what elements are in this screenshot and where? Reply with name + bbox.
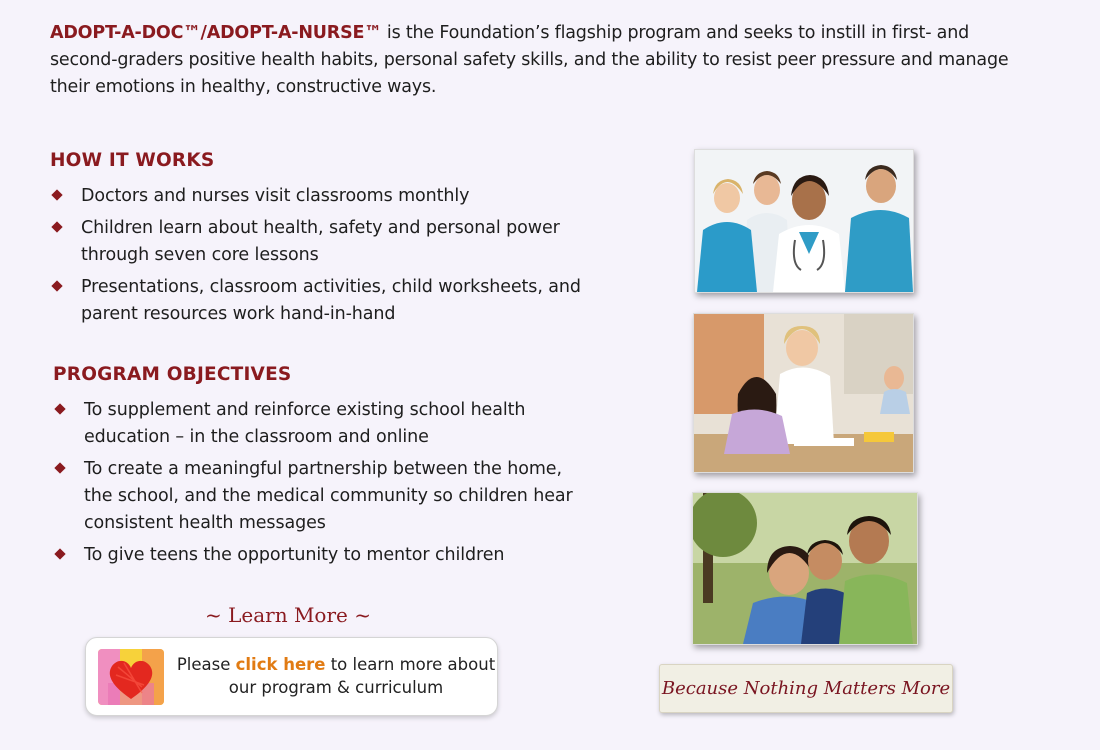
program-brand-name: ADOPT-A-DOC™/ADOPT-A-NURSE™ (50, 23, 382, 43)
classroom-photo (693, 313, 914, 473)
diamond-bullet-icon (51, 189, 62, 200)
list-item (50, 274, 590, 328)
list-item-text: To supplement and reinforce existing school health education – in the classroom and online (84, 400, 526, 447)
diamond-bullet-icon (51, 280, 62, 291)
list-item-text: Children learn about health, safety and personal power through seven core lessons (81, 218, 560, 265)
program-objectives-list (53, 397, 593, 574)
how-it-works-heading: HOW IT WORKS (50, 150, 215, 171)
learn-more-card[interactable] (85, 637, 498, 716)
family-photo (692, 492, 918, 645)
intro-paragraph (50, 20, 1010, 101)
diamond-bullet-icon (54, 462, 65, 473)
list-item-text: To create a meaningful partnership between the home, the school, and the medical community so children hear consistent health messages (84, 459, 573, 533)
cta-prefix: Please (176, 655, 236, 674)
learn-more-text (176, 653, 496, 699)
intro-text: is the Foundation’s flagship program and seeks to instill in first- and second-graders positive health habits, personal safety skills, and the ability to resist peer pressure and manage their emotions in healthy, constructive ways. (50, 23, 1009, 97)
list-item (50, 183, 590, 210)
click-here-link[interactable]: click here (235, 655, 326, 674)
learn-more-title: ~ Learn More ~ (205, 603, 371, 627)
how-it-works-list (50, 183, 590, 333)
doctors-nurses-photo (694, 149, 914, 293)
list-item-text: Doctors and nurses visit classrooms monthly (81, 186, 470, 206)
program-objectives-heading: PROGRAM OBJECTIVES (53, 364, 292, 385)
list-item (53, 542, 593, 569)
list-item (50, 215, 590, 269)
list-item-text: To give teens the opportunity to mentor children (84, 545, 505, 565)
list-item (53, 456, 593, 537)
heart-icon (98, 649, 164, 705)
diamond-bullet-icon (54, 548, 65, 559)
diamond-bullet-icon (54, 403, 65, 414)
list-item (53, 397, 593, 451)
diamond-bullet-icon (51, 221, 62, 232)
tagline: Because Nothing Matters More (659, 664, 953, 713)
list-item-text: Presentations, classroom activities, child worksheets, and parent resources work hand-in-hand (81, 277, 581, 324)
cta-suffix: to learn more about our program & curriculum (228, 655, 496, 697)
